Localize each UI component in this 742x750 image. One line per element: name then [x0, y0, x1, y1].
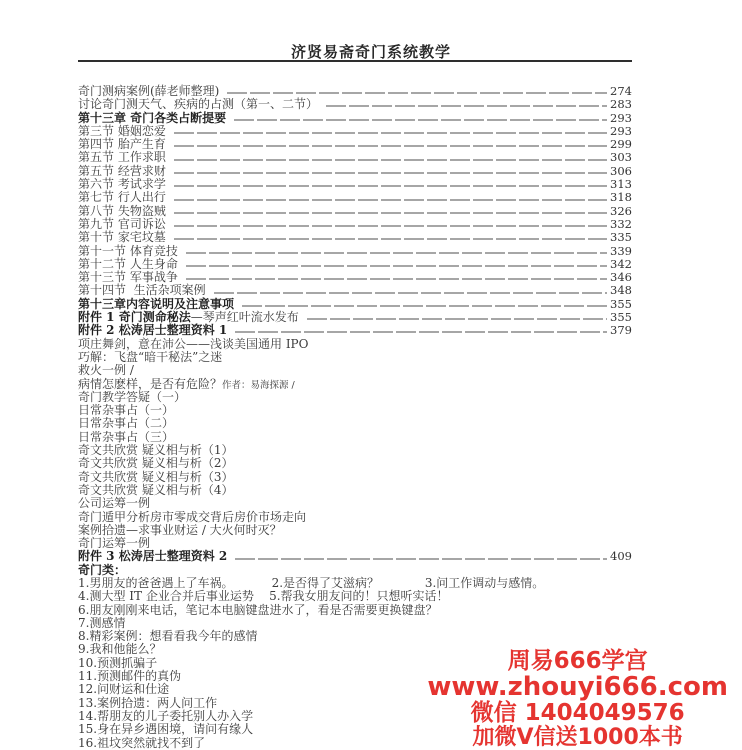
toc-entry-title: 13.案例拾遗：两人问工作	[78, 695, 218, 710]
toc-entry-title: 第十节 家宅坟墓	[78, 230, 166, 245]
toc-page-number: 303	[610, 150, 632, 165]
toc-entry	[78, 205, 632, 218]
toc-dash-leader	[235, 558, 607, 559]
toc-dash-leader	[174, 146, 607, 147]
toc-entry-title: 4.测大型 IT 企业合并后事业运势 5.帮我女朋友问的！只想听实话！	[78, 589, 449, 604]
toc-entry-title: 巧解：飞盘“暗干秘法”之迷	[78, 349, 223, 364]
toc-page-number: 346	[610, 270, 632, 285]
toc-page-number: 306	[610, 163, 632, 178]
toc-dash-leader	[174, 133, 607, 134]
toc-entry-title: 病情怎麽样，是否有危险？	[78, 376, 223, 391]
toc-entry-title: 附件 1 奇门测命秘法	[78, 310, 191, 325]
toc-entry-title: 奇文共欣赏 疑义相与析（3）	[78, 469, 234, 484]
toc-entry-title: 公司运筹一例	[78, 496, 151, 511]
toc-entry-title: 15.身在异乡遇困境，请问有缘人	[78, 722, 254, 737]
toc-entry-title: 第十三节 军事战争	[78, 270, 178, 285]
toc-entry-title: 14.帮朋友的儿子委托别人办入学	[78, 708, 254, 723]
toc-entry-title: 奇门遁甲分析房市零成交背后房价市场走向	[78, 509, 307, 524]
toc-entry-title: 第十一节 体育竞技	[78, 243, 178, 258]
toc-page-number: 335	[610, 230, 632, 245]
toc-dash-leader	[214, 292, 607, 293]
toc-dash-leader	[174, 212, 607, 213]
toc-entry-title: 讨论奇门测天气、疾病的占测（第一、二节）	[78, 97, 319, 112]
toc-entry-title: 附件 3 松涛居士整理资料 2	[78, 549, 228, 564]
toc-page-number: 355	[610, 310, 632, 325]
toc-entry-title: 第五节 经营求财	[78, 163, 166, 178]
toc-page-number: 313	[610, 177, 632, 192]
toc-dash-leader	[174, 239, 607, 240]
toc-entry	[78, 497, 632, 510]
toc-entry	[78, 245, 632, 258]
toc-entry-title: 日常杂事占（一）	[78, 403, 175, 418]
toc-page-number: 342	[610, 256, 632, 271]
toc-entry	[78, 151, 632, 164]
toc-page-number: 409	[610, 549, 632, 564]
toc-entry	[78, 378, 632, 391]
toc-page-number: 283	[610, 97, 632, 112]
toc-entry-title: 16.祖坟突然就找不到了	[78, 735, 206, 750]
toc-page-number: 348	[610, 283, 632, 298]
toc-entry-title: 10.预测抓骗子	[78, 655, 158, 670]
toc-dash-leader	[174, 199, 607, 200]
toc-entry-title: 9.我和他能么？	[78, 642, 162, 657]
watermark-wechat-number: 微信 1404049576	[470, 700, 685, 726]
toc-entry-title: 日常杂事占（三）	[78, 429, 175, 444]
toc-entry-title: 第十四节 生活杂项案例	[78, 283, 206, 298]
toc-entry-suffix: —琴声红叶流水发布	[190, 310, 299, 325]
toc-entry-title: 第四节 胎产生育	[78, 137, 166, 152]
watermark-url: www.zhouyi666.com	[427, 672, 728, 702]
watermark	[427, 648, 728, 750]
toc-dash-leader	[174, 172, 607, 173]
watermark-site-name: 周易666学宫	[507, 648, 648, 674]
toc-entry-title: 第十二节 人生身命	[78, 256, 178, 271]
toc-entry-author-note: 作者：易海探源 /	[222, 379, 295, 391]
toc-entry-title: 附件 2 松涛居士整理资料 1	[78, 323, 228, 338]
toc-dash-leader	[234, 119, 607, 120]
toc-entry-title: 奇文共欣赏 疑义相与析（4）	[78, 482, 234, 497]
toc-dash-leader	[307, 319, 607, 320]
toc-entry	[78, 457, 632, 470]
toc-entry	[78, 284, 632, 297]
toc-page-number: 339	[610, 243, 632, 258]
toc-entry-title: 8.精彩案例：想看看我今年的感情	[78, 629, 258, 644]
toc-page-number: 293	[610, 123, 632, 138]
toc-entry	[78, 471, 632, 484]
toc-entry	[78, 98, 632, 111]
toc-entry-title: 第十三章内容说明及注意事项	[78, 296, 235, 311]
toc-dash-leader	[186, 252, 607, 253]
toc-entry	[78, 511, 632, 524]
toc-dash-leader	[235, 332, 607, 333]
toc-page-number: 274	[610, 84, 632, 98]
toc-entry	[78, 550, 632, 563]
toc-entry-title: 7.测感情	[78, 615, 126, 630]
toc-entry-title: 奇文共欣赏 疑义相与析（2）	[78, 456, 234, 471]
toc-entry-title: 救火一例 /	[78, 363, 134, 378]
toc-dash-leader	[174, 186, 607, 187]
toc-dash-leader	[227, 93, 607, 94]
toc-entry-title: 奇门运筹一例	[78, 536, 151, 551]
toc-entry-title: 案例拾遗—求事业财运 / 大火何时灭？	[78, 522, 282, 537]
toc-entry	[78, 590, 632, 603]
toc-entry	[78, 630, 632, 643]
toc-entry-title: 第十三章 奇门各类占断提要	[78, 110, 227, 125]
toc-page-number: 332	[610, 216, 632, 231]
toc-entry-title: 6.朋友刚刚来电话，笔记本电脑键盘进水了，看是否需要更换键盘？	[78, 602, 438, 617]
toc-page-number: 293	[610, 110, 632, 125]
toc-entry	[78, 324, 632, 337]
toc-entry	[78, 364, 632, 377]
toc-entry-title: 12.问财运和仕途	[78, 682, 170, 697]
toc-entry	[78, 484, 632, 497]
toc-page-number: 299	[610, 137, 632, 152]
toc-dash-leader	[326, 106, 607, 107]
toc-entry-title: 奇文共欣赏 疑义相与析（1）	[78, 443, 234, 458]
toc-dash-leader	[174, 226, 607, 227]
toc-page-number: 326	[610, 203, 632, 218]
toc-page-number: 318	[610, 190, 632, 205]
toc-entry-title: 第七节 行人出行	[78, 190, 166, 205]
toc-entry-title: 第八节 失物盗贼	[78, 203, 166, 218]
toc-entry	[78, 417, 632, 430]
toc-entry-title: 项庄舞剑，意在沛公——浅谈美国通用 IPO	[78, 336, 309, 351]
toc-entry-title: 奇门测病案例(薛老师整理)	[78, 84, 220, 98]
toc-dash-leader	[242, 305, 607, 306]
toc-entry	[78, 338, 632, 351]
toc-entry	[78, 524, 632, 537]
toc-entry-title: 11.预测邮件的真伪	[78, 669, 182, 684]
toc-entry-title: 第九节 官司诉讼	[78, 216, 166, 231]
toc-entry	[78, 604, 632, 617]
toc-dash-leader	[174, 159, 607, 160]
toc-entry-title: 1.男朋友的爸爸遇上了车祸。 2.是否得了艾滋病？ 3.问工作调动与感情。	[78, 575, 545, 590]
toc-entry-title: 日常杂事占（二）	[78, 416, 175, 431]
header-rule	[78, 60, 632, 62]
toc-entry	[78, 564, 632, 577]
toc-entry	[78, 191, 632, 204]
toc-entry-title: 第五节 工作求职	[78, 150, 166, 165]
toc-entry	[78, 351, 632, 364]
toc-entry-title: 第三节 婚姻恋爱	[78, 123, 166, 138]
toc-dash-leader	[186, 266, 607, 267]
toc-dash-leader	[186, 279, 607, 280]
page-title: 济贤易斋奇门系统教学	[290, 43, 451, 61]
toc-entry-title: 第六节 考试求学	[78, 177, 166, 192]
toc-entry	[78, 231, 632, 244]
watermark-promo-line: 加微V信送1000本书	[472, 725, 683, 750]
toc-page-number: 355	[610, 296, 632, 311]
toc-entry	[78, 112, 632, 125]
toc-entry-title: 奇门类：	[78, 562, 127, 577]
toc-page-number: 379	[610, 323, 632, 338]
toc-entry-title: 奇门教学答疑（一）	[78, 389, 187, 404]
